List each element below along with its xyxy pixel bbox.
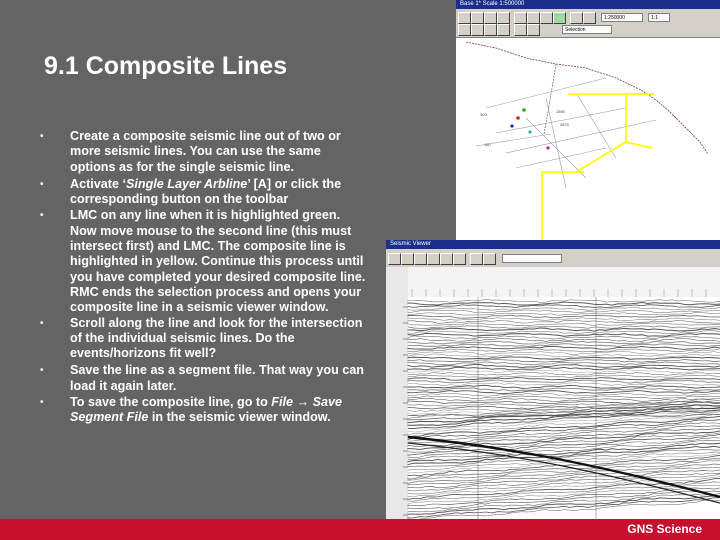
seismic-viewer-screenshot: [386, 240, 720, 520]
toolbar-button: [388, 253, 401, 265]
bullet-text: [70, 208, 366, 315]
svg-text:2870: 2870: [560, 122, 569, 127]
toolbar-button: [471, 24, 484, 36]
toolbar-button: [497, 24, 510, 36]
seismic-viewer-toolbar: [386, 249, 720, 267]
bullet-marker: •: [40, 365, 44, 377]
bullet-text: [70, 316, 366, 362]
bullet-text-segment: Save the line as a segment file. That way you can load it again later.: [70, 363, 364, 393]
bullet-text-segment: Scroll along the line and look for the intersection of the individual seismic lines. Do the events/horizons fit well?: [70, 315, 363, 361]
bullet-text-segment: File → Save Segment File: [70, 395, 342, 425]
selection-combo: Selection: [562, 25, 612, 34]
bullet-marker: •: [40, 317, 44, 329]
bullet-marker: •: [40, 397, 44, 409]
scale-combo: 1:250000: [601, 13, 643, 22]
svg-text:1550: 1550: [556, 109, 565, 114]
bullet-marker: •: [40, 210, 44, 222]
toolbar-button: [470, 253, 483, 265]
toolbar-button: [540, 12, 553, 24]
svg-text:150: 150: [484, 142, 491, 147]
toolbar-button: [497, 12, 510, 24]
map-window-title: Base 1* Scale 1:500000: [460, 1, 525, 7]
bullet-item: [40, 395, 366, 426]
bullet-item: [40, 316, 366, 362]
toolbar-button: [458, 24, 471, 36]
arbline-toolbar-button: [553, 12, 566, 24]
toolbar-button: [453, 253, 466, 265]
bullet-text-segment: Activate ‘: [70, 176, 126, 191]
toolbar-button: [514, 12, 527, 24]
seismic-viewer-titlebar: [386, 240, 720, 249]
ratio-combo: 1:1: [648, 13, 670, 22]
map-window-toolbar: [456, 9, 720, 38]
footer-bar: [0, 519, 720, 540]
toolbar-button: [583, 12, 596, 24]
svg-text:300: 300: [480, 112, 487, 117]
bullet-text-segment: ’ [A] or click the corresponding button on the toolbar: [70, 176, 342, 207]
seismic-viewer-title: Seismic Viewer: [390, 241, 431, 247]
map-canvas: [456, 38, 720, 262]
toolbar-button: [484, 12, 497, 24]
toolbar-button: [527, 24, 540, 36]
bullet-text-segment: in the seismic viewer window.: [148, 410, 331, 425]
map-window-titlebar: [456, 0, 720, 9]
toolbar-button: [514, 24, 527, 36]
bullet-text: [70, 129, 366, 175]
bullet-text-segment: LMC on any line when it is highlighted green. Now move mouse to the second line (this must intersect first) and LMC. The composite line is highlighted in yellow. Continue this process until you have completed your desired composite line. RMC ends the selection process and opens your composite line in a seismic viewer window.: [70, 208, 366, 315]
toolbar-button: [471, 12, 484, 24]
bullet-marker: •: [40, 131, 44, 142]
toolbar-button: [527, 12, 540, 24]
toolbar-button: [484, 24, 497, 36]
toolbar-button: [401, 253, 414, 265]
bullet-text: [70, 363, 366, 394]
toolbar-button: [570, 12, 583, 24]
bullet-item: [40, 177, 366, 208]
toolbar-button: [483, 253, 496, 265]
bullet-text-segment: Create a composite seismic line out of two or more seismic lines. You can use the same options as for the single seismic line.: [70, 129, 341, 174]
bullet-text-segment: To save the composite line, go to: [70, 395, 272, 410]
bullet-item: [40, 208, 366, 315]
bullet-list: [40, 129, 366, 426]
map-window-screenshot: [456, 0, 720, 262]
toolbar-button: [427, 253, 440, 265]
bullet-item: [40, 363, 366, 394]
slide-title: 9.1 Composite Lines: [44, 52, 288, 80]
bullet-text: [70, 177, 366, 208]
toolbar-button: [458, 12, 471, 24]
seismic-section: [386, 267, 720, 520]
toolbar-button: [414, 253, 427, 265]
bullet-marker: •: [40, 178, 44, 190]
viewer-combo: [502, 254, 562, 263]
bullet-text: [70, 395, 366, 426]
toolbar-button: [440, 253, 453, 265]
footer-logo-text: GNS Science: [627, 522, 702, 536]
bullet-text-segment: Single Layer Arbline: [126, 176, 248, 191]
bullet-item: [40, 129, 366, 175]
